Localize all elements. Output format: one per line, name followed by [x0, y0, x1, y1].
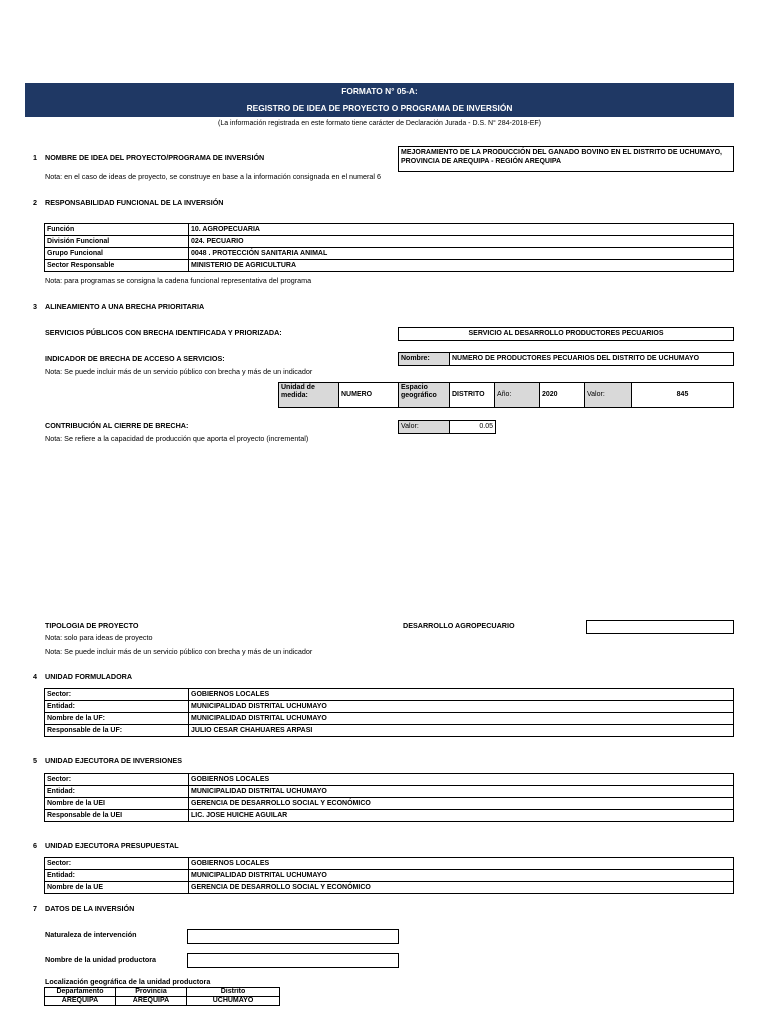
functional-table — [44, 223, 734, 272]
declaration-note: (La información registrada en este formato tiene carácter de Declaración Jurada - D.S. N° 284-2018-EF) — [217, 120, 541, 127]
row-label: Nombre de la UF: — [45, 713, 189, 725]
table-row — [45, 798, 734, 810]
project-name-field[interactable]: MEJORAMIENTO DE LA PRODUCCIÓN DEL GANADO BOVINO EN EL DISTRITO DE UCHUMAYO, PROVINCIA DE AREQUIPA - REGIÓN AREQUIPA — [398, 146, 734, 172]
localizacion-label: Localización geográfica de la unidad productora — [45, 977, 211, 986]
row-value[interactable]: GOBIERNOS LOCALES — [189, 689, 734, 701]
naturaleza-field[interactable] — [187, 929, 399, 944]
section-4-title: UNIDAD FORMULADORA — [45, 672, 133, 681]
unidad-productora-field[interactable] — [187, 953, 399, 968]
table-row — [45, 870, 734, 882]
table-row — [45, 858, 734, 870]
section-2-title: RESPONSABILIDAD FUNCIONAL DE LA INVERSIÓN — [45, 198, 224, 207]
row-label: Responsable de la UF: — [45, 725, 189, 737]
row-value[interactable]: JULIO CESAR CHAHUARES ARPASI — [189, 725, 734, 737]
section-1-title: NOMBRE DE IDEA DEL PROYECTO/PROGRAMA DE INVERSIÓN — [45, 153, 265, 162]
nombre-field[interactable]: NUMERO DE PRODUCTORES PECUARIOS DEL DISTRITO DE UCHUMAYO — [449, 352, 734, 366]
section-5-title: UNIDAD EJECUTORA DE INVERSIONES — [45, 756, 182, 765]
section-7-title: DATOS DE LA INVERSIÓN — [45, 904, 135, 913]
tipologia-note-1: Nota: solo para ideas de proyecto — [45, 633, 153, 642]
row-label: Grupo Funcional — [45, 248, 189, 260]
unidad-medida-label: Unidad de medida: — [278, 382, 339, 408]
row-label: División Funcional — [45, 236, 189, 248]
section-2-number: 2 — [33, 198, 37, 207]
indicador-note: Nota: Se puede incluir más de un servicio público con brecha y más de un indicador — [45, 367, 313, 376]
contribucion-note: Nota: Se refiere a la capacidad de producción que aporta el proyecto (incremental) — [45, 434, 309, 443]
table-row — [45, 224, 734, 236]
servicios-label: SERVICIOS PÚBLICOS CON BRECHA IDENTIFICADA Y PRIORIZADA: — [45, 328, 282, 337]
section-5-number: 5 — [33, 756, 37, 765]
espacio-geografico-field[interactable]: DISTRITO — [449, 382, 495, 408]
table-row — [45, 248, 734, 260]
contribucion-valor-label: Valor: — [398, 420, 450, 434]
row-label: Sector Responsable — [45, 260, 189, 272]
unidad-productora-label: Nombre de la unidad productora — [45, 955, 157, 964]
anio-label: Año: — [494, 382, 540, 408]
header-distrito: Distrito — [187, 988, 280, 997]
row-value[interactable]: 024. PECUARIO — [189, 236, 734, 248]
row-value[interactable]: GERENCIA DE DESARROLLO SOCIAL Y ECONÓMICO — [189, 798, 734, 810]
section-1-number: 1 — [33, 153, 37, 162]
row-value[interactable]: MINISTERIO DE AGRICULTURA — [189, 260, 734, 272]
contribucion-valor-field[interactable]: 0.05 — [449, 420, 496, 434]
section-4-number: 4 — [33, 672, 37, 681]
espacio-geografico-label: Espacio geográfico — [398, 382, 450, 408]
value-departamento[interactable]: AREQUIPA — [45, 997, 116, 1006]
row-value[interactable]: MUNICIPALIDAD DISTRITAL UCHUMAYO — [189, 786, 734, 798]
table-row — [45, 774, 734, 786]
row-label: Sector: — [45, 858, 189, 870]
row-value[interactable]: MUNICIPALIDAD DISTRITAL UCHUMAYO — [189, 713, 734, 725]
naturaleza-label: Naturaleza de intervención — [45, 930, 137, 939]
unidad-ejecutora-inversiones-table — [44, 773, 734, 822]
table-row — [45, 260, 734, 272]
table-row — [45, 725, 734, 737]
unidad-ejecutora-presupuestal-table — [44, 857, 734, 894]
table-row — [45, 786, 734, 798]
row-label: Sector: — [45, 689, 189, 701]
section-2-note: Nota: para programas se consigna la cadena funcional representativa del programa — [45, 276, 312, 285]
tipologia-field[interactable] — [586, 620, 734, 634]
row-value[interactable]: GERENCIA DE DESARROLLO SOCIAL Y ECONÓMICO — [189, 882, 734, 894]
row-label: Entidad: — [45, 786, 189, 798]
table-row — [45, 713, 734, 725]
header-provincia: Provincia — [116, 988, 187, 997]
form-title: REGISTRO DE IDEA DE PROYECTO O PROGRAMA DE INVERSIÓN — [246, 103, 513, 113]
row-label: Función — [45, 224, 189, 236]
table-row — [45, 236, 734, 248]
value-provincia[interactable]: AREQUIPA — [116, 997, 187, 1006]
table-row — [45, 701, 734, 713]
section-1-note: Nota: en el caso de ideas de proyecto, se construye en base a la información consignada en el numeral 6 — [45, 172, 382, 181]
unidad-medida-field[interactable]: NUMERO — [338, 382, 399, 408]
row-label: Entidad: — [45, 701, 189, 713]
tipologia-value: DESARROLLO AGROPECUARIO — [403, 621, 515, 630]
section-3-number: 3 — [33, 302, 37, 311]
form-number: FORMATO N° 05-A: — [341, 86, 418, 96]
table-row — [45, 997, 280, 1006]
row-value[interactable]: 10. AGROPECUARIA — [189, 224, 734, 236]
row-value[interactable]: LIC. JOSE HUICHE AGUILAR — [189, 810, 734, 822]
row-label: Nombre de la UEI — [45, 798, 189, 810]
row-value[interactable]: GOBIERNOS LOCALES — [189, 774, 734, 786]
localizacion-table — [44, 987, 280, 1006]
section-6-title: UNIDAD EJECUTORA PRESUPUESTAL — [45, 841, 179, 850]
nombre-label: Nombre: — [398, 352, 450, 366]
table-row — [45, 689, 734, 701]
table-row — [45, 810, 734, 822]
valor-label: Valor: — [584, 382, 632, 408]
row-label: Sector: — [45, 774, 189, 786]
tipologia-note-2: Nota: Se puede incluir más de un servicio público con brecha y más de un indicador — [45, 647, 313, 656]
row-value[interactable]: MUNICIPALIDAD DISTRITAL UCHUMAYO — [189, 701, 734, 713]
table-row — [45, 988, 280, 997]
anio-field[interactable]: 2020 — [539, 382, 585, 408]
row-value[interactable]: MUNICIPALIDAD DISTRITAL UCHUMAYO — [189, 870, 734, 882]
servicios-field[interactable]: SERVICIO AL DESARROLLO PRODUCTORES PECUARIOS — [398, 327, 734, 341]
unidad-formuladora-table — [44, 688, 734, 737]
form-header — [25, 83, 734, 117]
section-6-number: 6 — [33, 841, 37, 850]
value-distrito[interactable]: UCHUMAYO — [187, 997, 280, 1006]
row-value[interactable]: 0048 . PROTECCIÓN SANITARIA ANIMAL — [189, 248, 734, 260]
valor-field[interactable]: 845 — [631, 382, 734, 408]
contribucion-label: CONTRIBUCIÓN AL CIERRE DE BRECHA: — [45, 421, 189, 430]
tipologia-label: TIPOLOGIA DE PROYECTO — [45, 621, 139, 630]
indicador-label: INDICADOR DE BRECHA DE ACCESO A SERVICIOS: — [45, 354, 225, 363]
table-row — [45, 882, 734, 894]
header-departamento: Departamento — [45, 988, 116, 997]
section-3-title: ALINEAMIENTO A UNA BRECHA PRIORITARIA — [45, 302, 205, 311]
row-label: Entidad: — [45, 870, 189, 882]
row-label: Responsable de la UEI — [45, 810, 189, 822]
section-7-number: 7 — [33, 904, 37, 913]
row-label: Nombre de la UE — [45, 882, 189, 894]
row-value[interactable]: GOBIERNOS LOCALES — [189, 858, 734, 870]
